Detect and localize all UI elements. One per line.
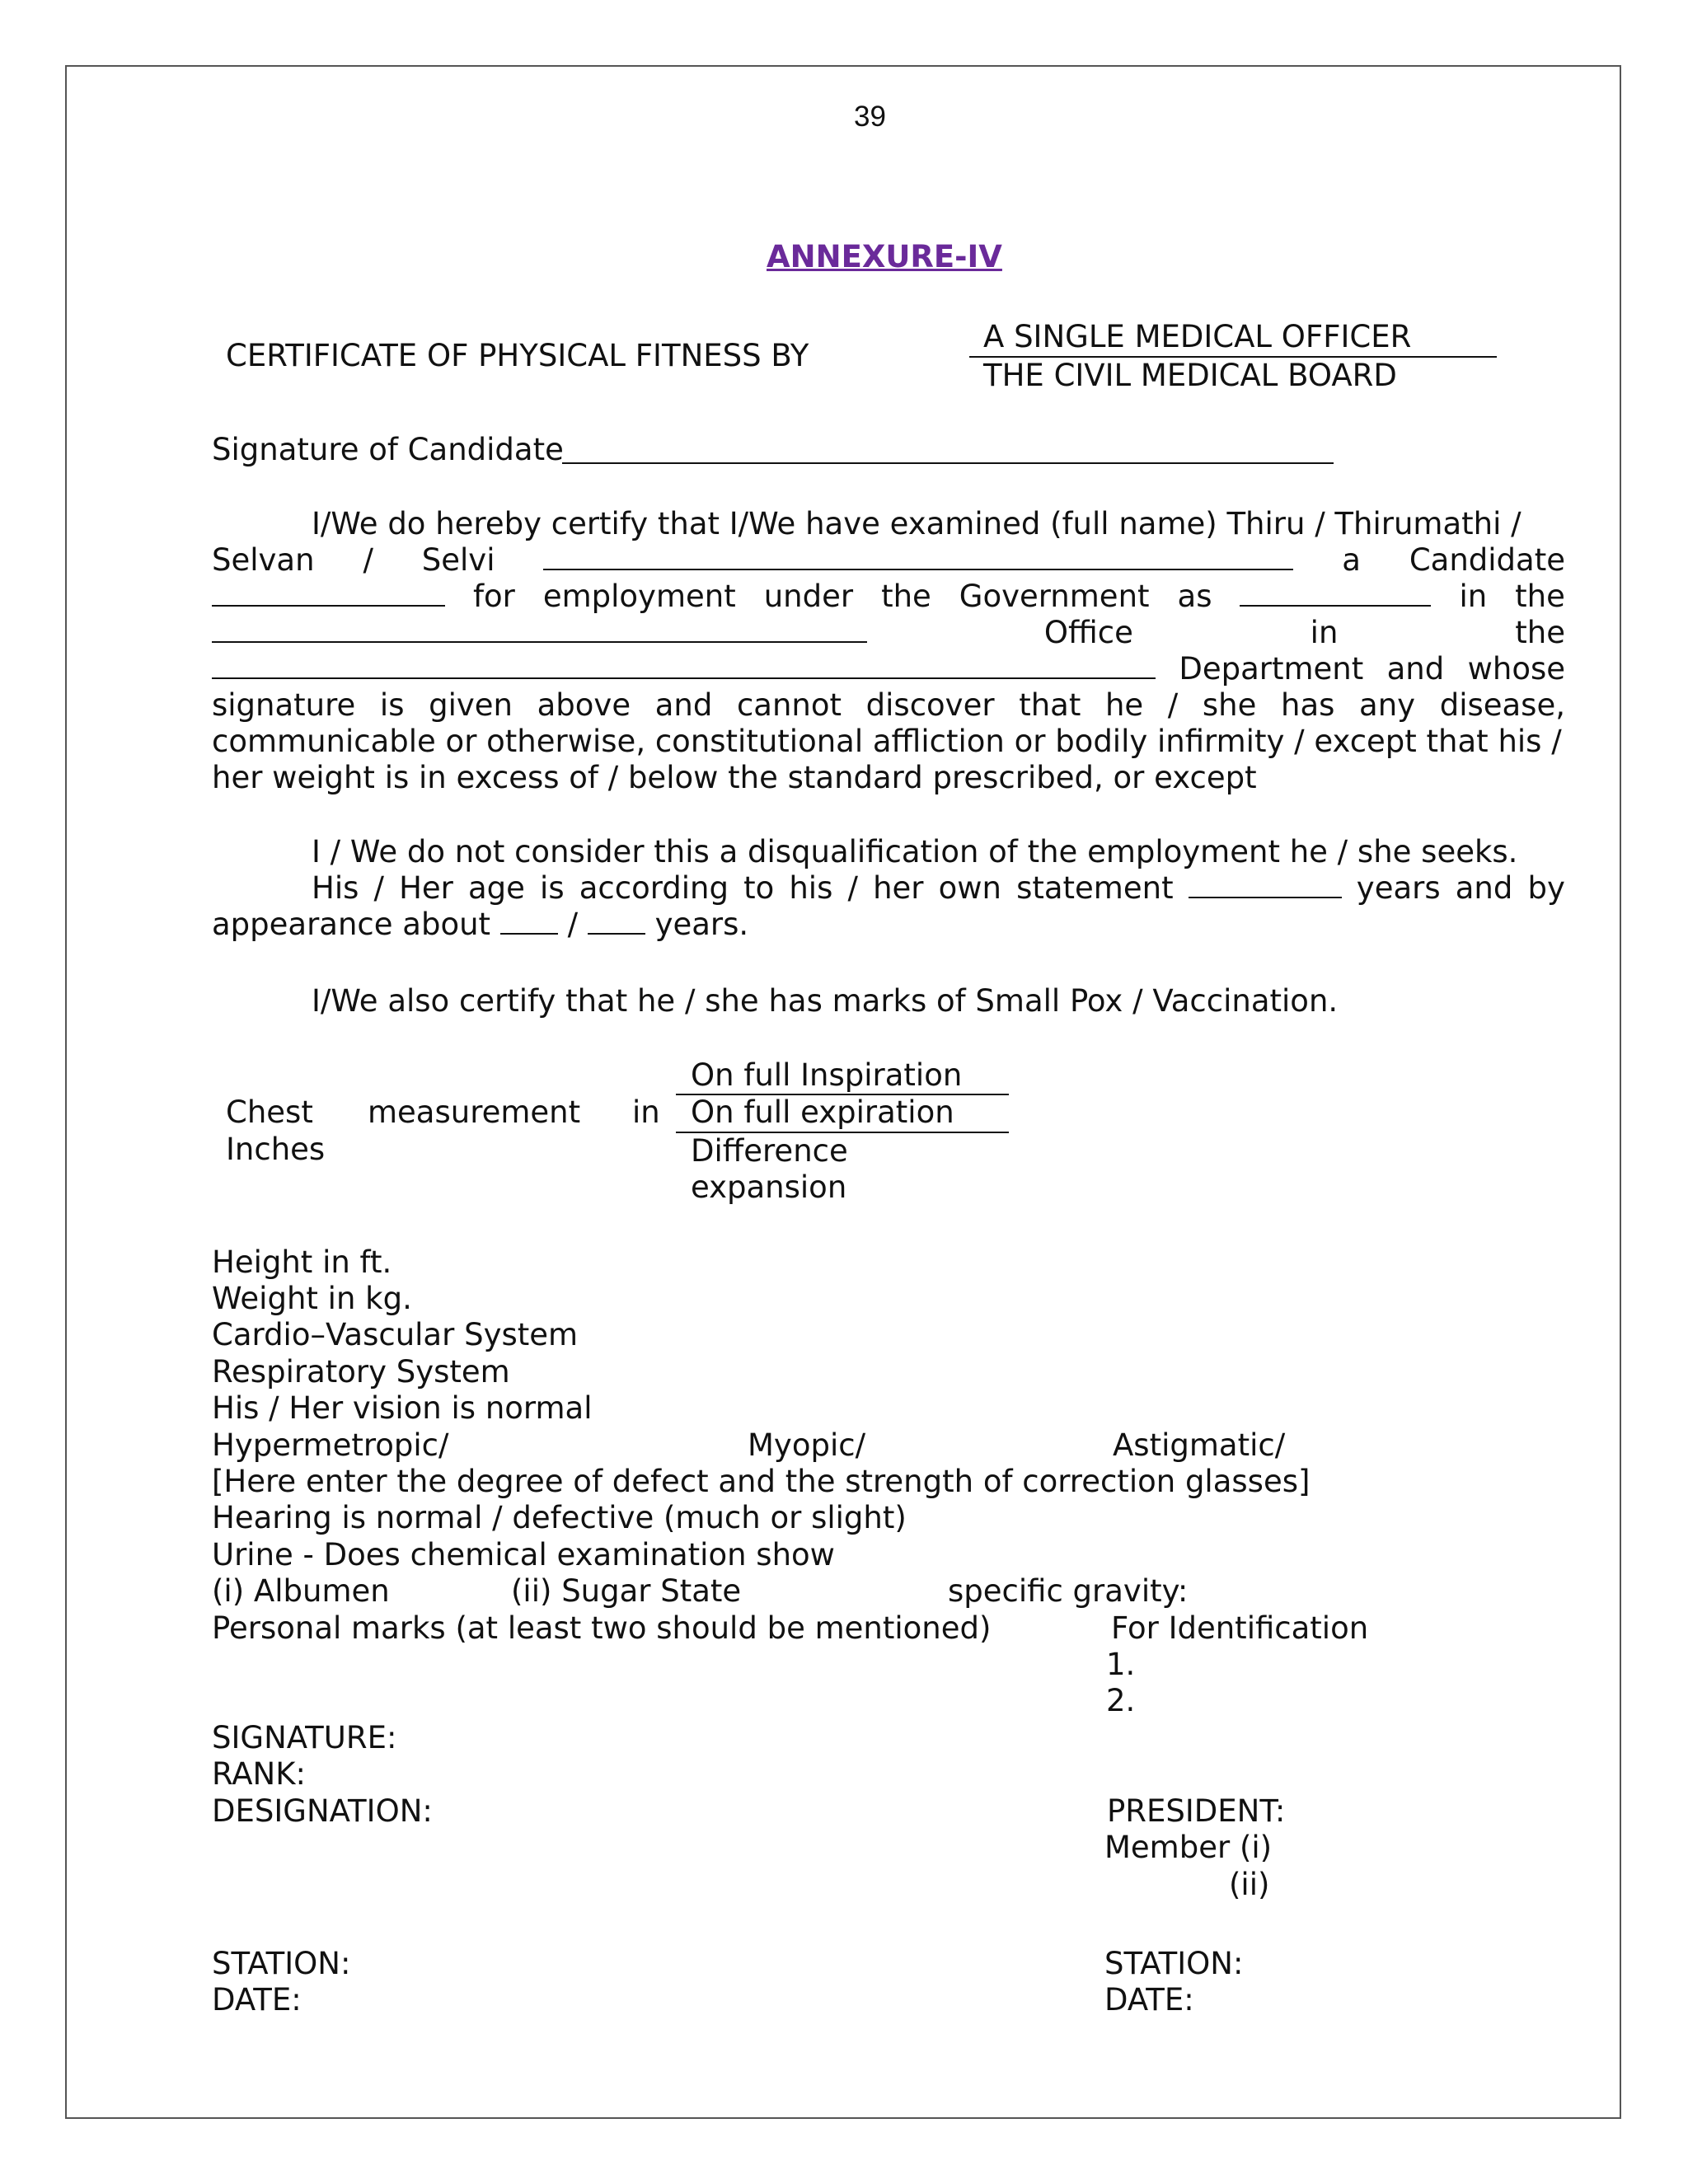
chest-inspiration: On full Inspiration — [691, 1057, 963, 1093]
officer-option-board: THE CIVIL MEDICAL BOARD — [983, 358, 1397, 393]
word: that — [1019, 687, 1081, 723]
word: age — [468, 870, 525, 906]
word: a — [1342, 542, 1361, 578]
designation-label: DESIGNATION: — [212, 1793, 433, 1829]
word: / — [1167, 687, 1179, 723]
word: whose — [1467, 651, 1565, 687]
personal-marks-label: Personal marks (at least two should be mentioned) — [212, 1610, 992, 1646]
stated-age-blank — [1189, 872, 1342, 898]
word: given — [429, 687, 513, 723]
word: according — [579, 870, 729, 906]
defect-note: [Here enter the degree of defect and the strength of correction glasses] — [212, 1464, 1311, 1499]
chest-expansion: expansion — [691, 1169, 847, 1205]
respiratory-label: Respiratory System — [212, 1354, 510, 1390]
word: Office — [1043, 615, 1133, 650]
word: / — [363, 542, 373, 578]
certificate-title: CERTIFICATE OF PHYSICAL FITNESS BY — [226, 338, 809, 373]
certify-line-7: communicable or otherwise, constitutional affliction or bodily infirmity / except that his / — [212, 724, 1562, 759]
member-ii-label: (ii) — [1229, 1867, 1270, 1902]
hypermetropic-label: Hypermetropic/ — [212, 1427, 449, 1463]
chest-label-measurement: measurement — [368, 1094, 581, 1130]
word: disease, — [1439, 687, 1565, 723]
certify-line-4 — [212, 615, 1565, 651]
word: / — [847, 870, 858, 906]
word: her — [873, 870, 924, 906]
certify-line-8: her weight is in excess of / below the standard prescribed, or except — [212, 760, 1257, 795]
rank-label: RANK: — [212, 1756, 306, 1792]
word: any — [1359, 687, 1416, 723]
word: above — [537, 687, 631, 723]
sugar-label: (ii) Sugar State — [511, 1573, 742, 1609]
word: Candidate — [1409, 542, 1565, 578]
word: to — [743, 870, 775, 906]
office-blank — [212, 616, 867, 643]
appearance-about-label: appearance about — [212, 907, 491, 942]
appearance-age-blank-1 — [500, 908, 558, 935]
word: is — [540, 870, 565, 906]
word: employment — [542, 579, 736, 614]
word: in — [1310, 615, 1339, 650]
height-label: Height in ft. — [212, 1244, 392, 1280]
department-blank — [212, 653, 1156, 679]
word: and — [654, 687, 713, 723]
word: he — [1104, 687, 1144, 723]
appearance-age-line — [212, 907, 748, 943]
word: His — [312, 870, 359, 906]
certify-line-5 — [212, 651, 1565, 687]
word: Selvi — [421, 542, 495, 578]
astigmatic-label: Astigmatic/ — [1113, 1427, 1286, 1463]
officer-option-single: A SINGLE MEDICAL OFFICER — [983, 319, 1412, 354]
word: Her — [399, 870, 453, 906]
word: Department — [1179, 651, 1364, 687]
date-left-label: DATE: — [212, 1982, 302, 2018]
word: by — [1527, 870, 1565, 906]
specific-gravity-label: specific gravity: — [948, 1573, 1189, 1609]
appearance-age-blank-2 — [588, 908, 645, 935]
member-i-label: Member (i) — [1104, 1830, 1273, 1865]
small-pox-statement: I/We also certify that he / she has marks of Small Pox / Vaccination. — [312, 983, 1339, 1019]
certify-line-2 — [212, 542, 1565, 579]
candidate-blank — [212, 580, 445, 607]
candidate-signature-blank — [562, 462, 1334, 464]
word: years — [1356, 870, 1441, 906]
signature-label: SIGNATURE: — [212, 1720, 397, 1755]
word: as — [1177, 579, 1212, 614]
vision-label: His / Her vision is normal — [212, 1390, 593, 1426]
word: is — [379, 687, 405, 723]
hearing-label: Hearing is normal / defective (much or slight) — [212, 1500, 907, 1535]
word: and — [1455, 870, 1513, 906]
certify-line-1: I/We do hereby certify that I/We have examined (full name) Thiru / Thirumathi / — [312, 506, 1522, 541]
word: cannot — [736, 687, 842, 723]
albumen-label: (i) Albumen — [212, 1573, 390, 1609]
disqualification-statement: I / We do not consider this a disqualification of the employment he / she seeks. — [312, 834, 1518, 869]
word: signature — [212, 687, 356, 723]
for-identification-label: For Identification — [1111, 1610, 1369, 1646]
full-name-blank — [543, 544, 1293, 570]
urine-label: Urine - Does chemical examination show — [212, 1537, 835, 1572]
president-label: PRESIDENT: — [1107, 1793, 1286, 1829]
certify-line-3 — [212, 579, 1565, 615]
word: the — [1515, 579, 1565, 614]
word: statement — [1016, 870, 1174, 906]
chest-label-inches: Inches — [226, 1132, 326, 1167]
years-label: years. — [654, 907, 749, 942]
word: and — [1386, 651, 1445, 687]
certify-line-6 — [212, 687, 1565, 724]
identification-mark-1: 1. — [1106, 1647, 1136, 1682]
weight-label: Weight in kg. — [212, 1281, 412, 1316]
station-left-label: STATION: — [212, 1946, 351, 1981]
word: in — [1459, 579, 1488, 614]
cardio-vascular-label: Cardio–Vascular System — [212, 1317, 579, 1352]
word: under — [763, 579, 854, 614]
chest-label-in: in — [632, 1094, 660, 1130]
date-right-label: DATE: — [1104, 1982, 1194, 2018]
myopic-label: Myopic/ — [748, 1427, 866, 1463]
identification-mark-2: 2. — [1106, 1683, 1136, 1718]
age-line-1 — [312, 870, 1565, 907]
word: the — [881, 579, 931, 614]
signature-of-candidate-label: Signature of Candidate — [212, 432, 564, 467]
station-right-label: STATION: — [1104, 1946, 1244, 1981]
age-separator: / — [567, 907, 579, 942]
word: Selvan — [212, 542, 315, 578]
word: she — [1202, 687, 1257, 723]
chest-label-chest: Chest — [226, 1094, 313, 1130]
word: the — [1515, 615, 1565, 650]
word: discover — [865, 687, 995, 723]
chest-difference: Difference — [691, 1133, 848, 1169]
word: for — [472, 579, 515, 614]
chest-expiration: On full expiration — [691, 1094, 954, 1130]
word: his — [789, 870, 833, 906]
word: own — [938, 870, 1001, 906]
page-number: 39 — [854, 101, 886, 133]
word: / — [373, 870, 384, 906]
word: Government — [959, 579, 1150, 614]
word: has — [1281, 687, 1335, 723]
annexure-title: ANNEXURE-IV — [767, 239, 1002, 274]
post-blank — [1240, 580, 1431, 607]
